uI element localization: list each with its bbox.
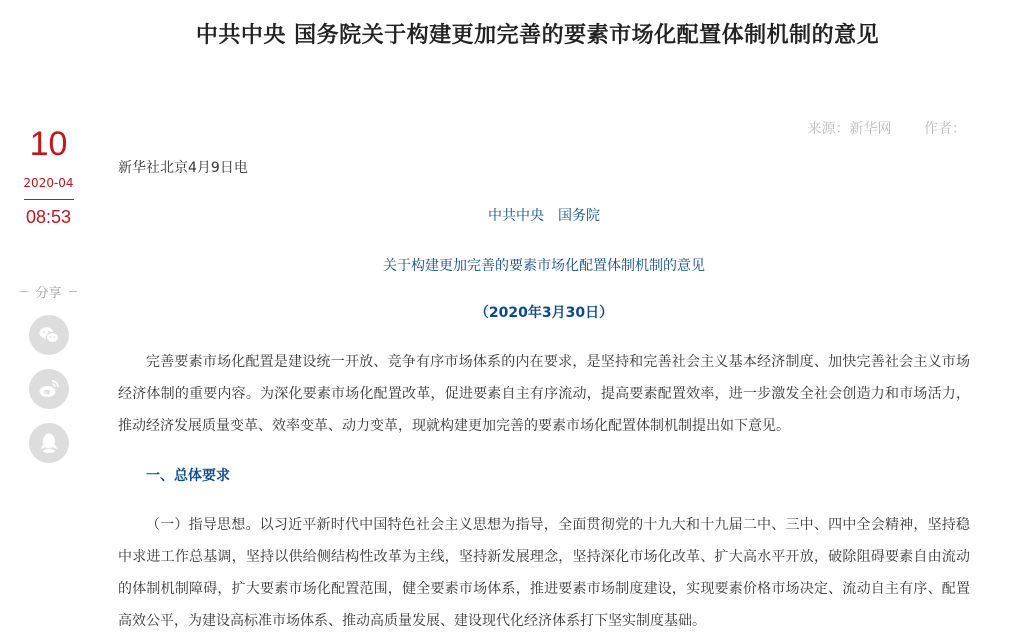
article-title: 中共中央 国务院关于构建更加完善的要素市场化配置体制机制的意见 (195, 23, 880, 48)
share-wechat-button[interactable] (29, 315, 69, 355)
issuer-line: 中共中央 国务院 (488, 208, 600, 224)
share-qq-button[interactable] (29, 423, 69, 463)
document-date: （2020年3月30日） (474, 305, 614, 321)
share-label: 分享 (35, 286, 62, 301)
date-sidebar (0, 124, 97, 463)
article-source: 来源：新华网 (807, 121, 892, 137)
dateline: 新华社北京4月9日电 (118, 160, 248, 176)
paragraph-intro: 完善要素市场化配置是建设统一开放、竞争有序市场体系的内在要求，是坚持和完善社会主义基本经济制度、加快完善社会主义市场经济体制的重要内容。为深化要素市场化配置改革，促进要素自主有序流动，提高要素配置效率，进一步激发全社会创造力和市场活力，推动经济发展质量变革、效率变革、动力变革，现就构建更加完善的要素市场化配置体制机制提出如下意见。 (118, 354, 970, 434)
qq-icon (37, 431, 61, 455)
date-divider (24, 199, 74, 200)
share-rule-left (20, 291, 28, 292)
publish-time: 08:53 (25, 207, 72, 227)
share-heading (0, 282, 97, 301)
publish-day: 10 (29, 125, 68, 163)
document-title: 关于构建更加完善的要素市场化配置体制机制的意见 (383, 258, 705, 274)
share-rule-right (69, 291, 77, 292)
article-author: 作者： (924, 121, 966, 137)
publish-year-month: 2020-04 (23, 176, 74, 190)
share-weibo-button[interactable] (29, 369, 69, 409)
weibo-icon (37, 377, 61, 401)
article-meta (780, 118, 966, 138)
paragraph-guiding-thought: （一）指导思想。以习近平新时代中国特色社会主义思想为指导，全面贯彻党的十九大和十九届二中、三中、四中全会精神，坚持稳中求进工作总基调，坚持以供给侧结构性改革为主线，坚持新发展理念，坚持深化市场化改革、扩大高水平开放，破除阻碍要素自由流动的体制机制障碍，扩大要素市场化配置范围，健全要素市场体系，推进要素市场制度建设，实现要素价格市场决定、流动自主有序、配置高效公平，为建设高标准市场体系、推动高质量发展、建设现代化经济体系打下坚实制度基础。 (118, 517, 970, 629)
section-heading-1: 一、总体要求 (146, 468, 230, 484)
wechat-icon (37, 323, 61, 347)
